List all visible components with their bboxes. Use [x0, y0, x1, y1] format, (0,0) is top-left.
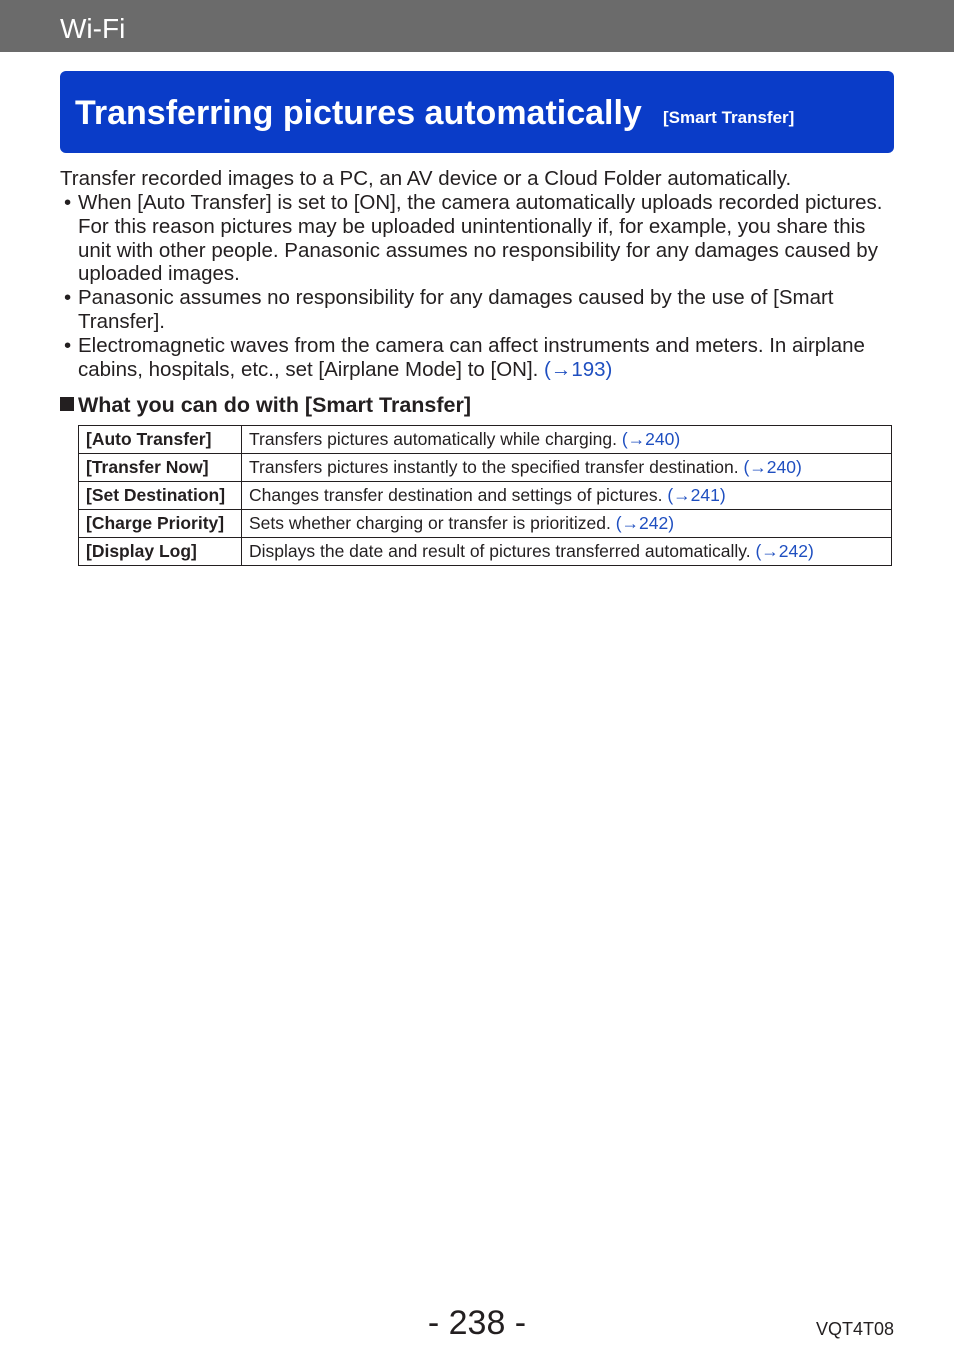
page-ref-link[interactable]: (→242) — [755, 541, 814, 561]
table-row — [79, 538, 892, 566]
table-row — [79, 426, 892, 454]
feature-name: [Display Log] — [79, 538, 242, 566]
bullet-icon: • — [64, 286, 72, 310]
feature-description — [242, 538, 892, 566]
table-row — [79, 510, 892, 538]
page-ref-link[interactable]: (→193) — [544, 357, 613, 381]
intro-text: Transfer recorded images to a PC, an AV device or a Cloud Folder automatically. — [60, 167, 792, 190]
section-heading-text: What you can do with [Smart Transfer] — [78, 393, 472, 417]
page-number: - 238 - — [427, 1304, 527, 1342]
feature-description — [242, 482, 892, 510]
page-ref-link[interactable]: (→241) — [667, 485, 726, 505]
list-item — [60, 334, 900, 382]
feature-description-text: Changes transfer destination and settings of pictures. — [249, 485, 668, 505]
model-code: VQT4T08 — [815, 1319, 894, 1339]
page-subtitle: [Smart Transfer] — [663, 108, 795, 127]
features-table — [78, 425, 892, 566]
feature-description-text: Displays the date and result of pictures transferred automatically. — [249, 541, 756, 561]
feature-name: [Transfer Now] — [79, 454, 242, 482]
header-bar — [0, 0, 954, 52]
title-banner — [60, 71, 894, 153]
list-item-text: Panasonic assumes no responsibility for any damages caused by the use of [Smart Transfer]. — [78, 286, 834, 333]
table-row — [79, 454, 892, 482]
feature-description — [242, 426, 892, 454]
bullet-icon: • — [64, 333, 72, 357]
feature-description-text: Transfers pictures instantly to the specified transfer destination. — [249, 457, 744, 477]
list-item-text: Electromagnetic waves from the camera can affect instruments and meters. In airplane cabins, hospitals, etc., set [Airplane Mode] to [ON]. — [78, 333, 865, 381]
list-item-text: When [Auto Transfer] is set to [ON], the camera automatically uploads recorded pictures. For this reason pictures may be uploaded unintentionally if, for example, you share this unit with other people. Panasonic assumes no responsibility for any damages caused by uploaded images. — [78, 191, 883, 286]
feature-description-text: Sets whether charging or transfer is prioritized. — [249, 513, 616, 533]
section-heading — [60, 392, 471, 418]
page-ref-link[interactable]: (→240) — [743, 457, 802, 477]
feature-description — [242, 510, 892, 538]
feature-name: [Set Destination] — [79, 482, 242, 510]
page-title: Transferring pictures automatically — [75, 94, 642, 132]
feature-description-text: Transfers pictures automatically while charging. — [249, 429, 622, 449]
feature-name: [Auto Transfer] — [79, 426, 242, 454]
notes-list — [60, 191, 900, 381]
feature-name: [Charge Priority] — [79, 510, 242, 538]
feature-description — [242, 454, 892, 482]
list-item — [60, 286, 900, 334]
page-ref-link[interactable]: (→242) — [615, 513, 675, 533]
table-row — [79, 482, 892, 510]
page-ref-link[interactable]: (→240) — [621, 429, 681, 449]
list-item — [60, 191, 900, 286]
square-bullet-icon — [60, 397, 74, 411]
bullet-icon: • — [64, 191, 72, 214]
section-label: Wi-Fi — [60, 13, 126, 44]
